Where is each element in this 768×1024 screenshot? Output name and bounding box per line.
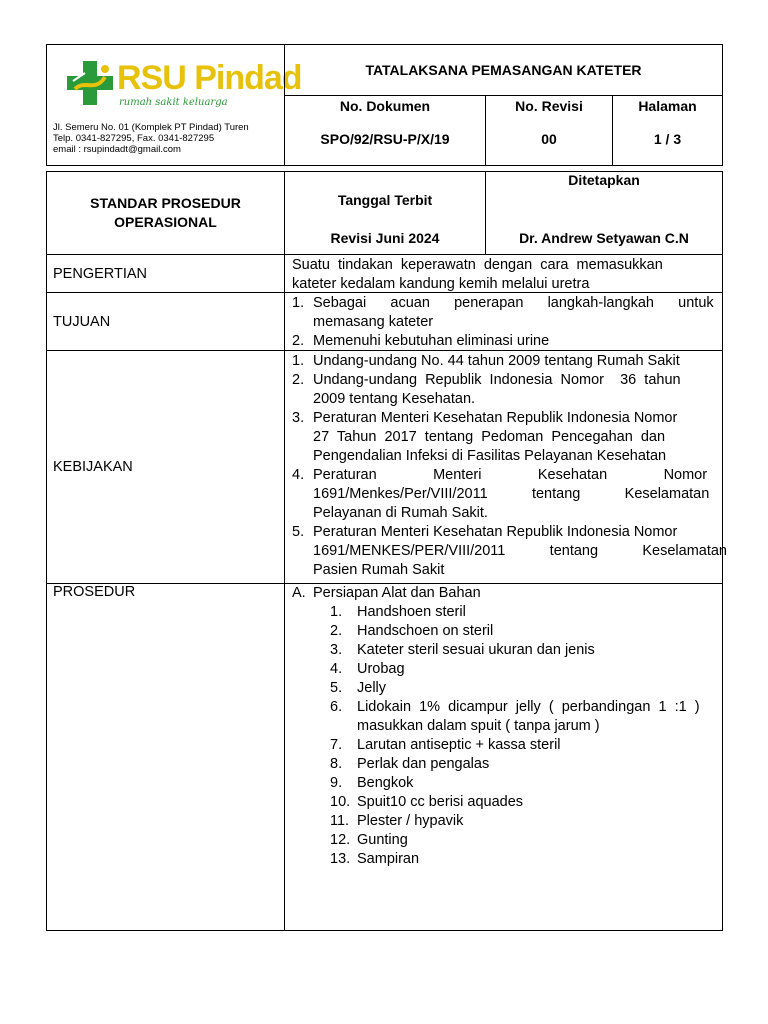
list-item <box>330 831 716 850</box>
list-item <box>292 332 716 351</box>
list-number: 9. <box>330 775 343 791</box>
list-number: 1. <box>292 353 305 369</box>
sop-label <box>46 171 285 255</box>
list-text: Peraturan Menteri Kesehatan Republik Indonesia Nomor <box>313 410 678 426</box>
doc-number-value: SPO/92/RSU-P/X/19 <box>320 131 450 147</box>
list-number: 11. <box>330 813 350 829</box>
list-text: 27 Tahun 2017 tentang Pedoman Pencegahan dan <box>313 429 666 445</box>
list-item <box>330 774 716 793</box>
tujuan-content <box>284 292 723 351</box>
page-value: 1 / 3 <box>653 131 682 147</box>
list-text: Gunting <box>357 832 408 848</box>
logo-name: RSU Pindad <box>117 59 302 97</box>
pengertian-label: PENGERTIAN <box>46 254 285 293</box>
list-number: 12. <box>330 832 351 848</box>
list-text: 1691/MENKES/PER/VIII/2011 tentang Keselamatan <box>313 543 728 559</box>
page-cell <box>612 95 723 166</box>
list-item <box>330 698 716 736</box>
list-text: Urobag <box>357 661 405 677</box>
prosedur-subheading <box>292 584 716 603</box>
approval-cell <box>485 171 723 255</box>
issue-date-cell <box>284 171 486 255</box>
list-item <box>292 409 716 466</box>
list-item <box>330 679 716 698</box>
list-text: Undang-undang Republik Indonesia Nomor 36 tahun <box>313 372 681 388</box>
sop-label-text: STANDAR PROSEDUR OPERASIONAL <box>90 195 241 230</box>
doc-number-cell <box>284 95 486 166</box>
list-text: Plester / hypavik <box>357 813 464 829</box>
list-text: memasang kateter <box>313 314 434 330</box>
list-number: 2. <box>330 623 343 639</box>
pengertian-text-1: Suatu tindakan keperawatn dengan cara memasukkan <box>292 257 663 273</box>
list-text: Peraturan Menteri Kesehatan Republik Indonesia Nomor <box>313 524 678 540</box>
list-text: masukkan dalam spuit ( tanpa jarum ) <box>357 718 600 734</box>
list-item <box>292 523 728 580</box>
revision-value: 00 <box>541 131 557 147</box>
email-line: email : rsupindadt@gmail.com <box>53 144 181 155</box>
list-number: 2. <box>292 372 305 388</box>
list-text: 2009 tentang Kesehatan. <box>313 391 476 407</box>
list-text: Pelayanan di Rumah Sakit. <box>313 505 488 521</box>
pengertian-content <box>284 254 723 293</box>
list-item <box>292 294 716 332</box>
doc-number-label: No. Dokumen <box>339 98 431 114</box>
list-number: 1. <box>292 295 305 311</box>
approver-name: Dr. Andrew Setyawan C.N <box>519 230 689 246</box>
list-number: 3. <box>292 410 305 426</box>
list-item <box>292 352 716 371</box>
header-logo-cell <box>46 44 302 166</box>
hospital-logo-icon <box>65 59 115 107</box>
kebijakan-content <box>284 350 728 584</box>
list-text: Pengendalian Infeksi di Fasilitas Pelayanan Kesehatan <box>313 448 667 464</box>
list-number: 5. <box>292 524 305 540</box>
list-text: 1691/Menkes/Per/VIII/2011 tentang Keselamatan <box>313 486 710 502</box>
list-item <box>330 622 716 641</box>
kebijakan-label: KEBIJAKAN <box>46 350 285 584</box>
list-text: Memenuhi kebutuhan eliminasi urine <box>313 333 550 349</box>
page-label: Halaman <box>638 98 697 114</box>
list-item <box>330 736 716 755</box>
revision-cell <box>485 95 613 166</box>
list-item <box>330 850 716 869</box>
list-text: Handshoen steril <box>357 604 466 620</box>
subheading-letter: A. <box>292 585 306 601</box>
subheading-title: Persiapan Alat dan Bahan <box>313 585 481 601</box>
list-item <box>330 755 716 774</box>
list-number: 8. <box>330 756 343 772</box>
list-text: Pasien Rumah Sakit <box>313 562 445 578</box>
list-number: 2. <box>292 333 305 349</box>
list-item <box>330 660 716 679</box>
list-number: 13. <box>330 851 351 867</box>
list-text: Undang-undang No. 44 tahun 2009 tentang Rumah Sakit <box>313 353 680 369</box>
document-title: TATALAKSANA PEMASANGAN KATETER <box>284 44 723 96</box>
list-item <box>292 371 716 409</box>
hospital-address <box>53 122 283 155</box>
list-text: Bengkok <box>357 775 414 791</box>
pengertian-text-2: kateter kedalam kandung kemih melalui uretra <box>292 276 590 292</box>
prosedur-content <box>284 583 723 931</box>
approval-label: Ditetapkan <box>568 172 640 188</box>
list-number: 1. <box>330 604 343 620</box>
list-text: Peraturan Menteri Kesehatan Nomor <box>313 467 708 483</box>
list-text: Larutan antiseptic + kassa steril <box>357 737 561 753</box>
list-text: Kateter steril sesuai ukuran dan jenis <box>357 642 595 658</box>
phone-line: Telp. 0341-827295, Fax. 0341-827295 <box>53 133 215 144</box>
list-text: Sebagai acuan penerapan langkah-langkah untuk <box>313 295 714 311</box>
list-item <box>330 641 716 660</box>
list-number: 4. <box>292 467 305 483</box>
address-line: Jl. Semeru No. 01 (Komplek PT Pindad) Turen <box>53 122 249 133</box>
list-item <box>292 466 716 523</box>
list-text: Perlak dan pengalas <box>357 756 490 772</box>
list-text: Lidokain 1% dicampur jelly ( perbandingan 1 :1 ) <box>357 699 700 715</box>
list-text: Spuit10 cc berisi aquades <box>357 794 524 810</box>
list-number: 7. <box>330 737 343 753</box>
tujuan-label: TUJUAN <box>46 292 285 351</box>
prosedur-label: PROSEDUR <box>53 584 136 600</box>
list-number: 4. <box>330 661 343 677</box>
prosedur-list <box>292 603 716 869</box>
list-number: 5. <box>330 680 343 696</box>
issue-date-label: Tanggal Terbit <box>337 192 433 208</box>
list-number: 10. <box>330 794 351 810</box>
revision-label: No. Revisi <box>515 98 583 114</box>
list-item <box>330 603 716 622</box>
list-text: Sampiran <box>357 851 420 867</box>
issue-date-value: Revisi Juni 2024 <box>330 230 440 246</box>
prosedur-label-cell <box>46 583 285 931</box>
list-text: Jelly <box>357 680 387 696</box>
list-item <box>330 793 716 812</box>
list-text: Handschoen on steril <box>357 623 494 639</box>
list-number: 6. <box>330 699 343 715</box>
list-number: 3. <box>330 642 343 658</box>
list-item <box>330 812 716 831</box>
logo-tagline: rumah sakit keluarga <box>119 97 228 108</box>
